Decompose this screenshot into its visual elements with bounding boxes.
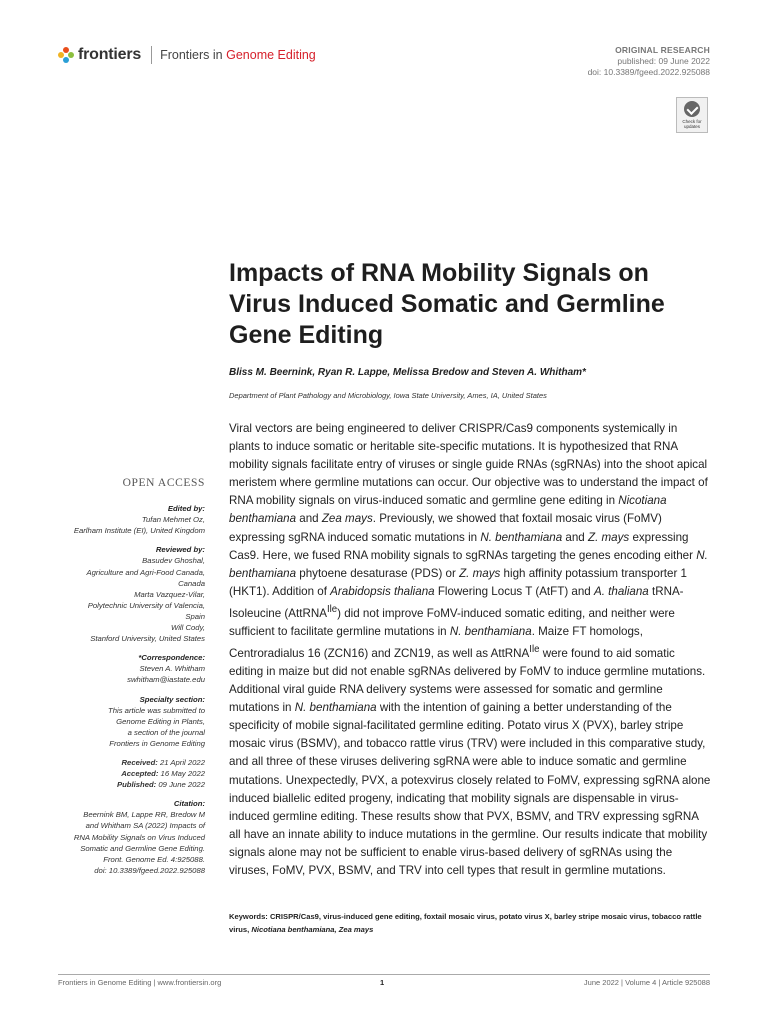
frontiers-logo-icon bbox=[58, 47, 74, 63]
specialty-line: a section of the journal bbox=[127, 727, 205, 737]
brand-name: frontiers bbox=[78, 46, 142, 63]
reviewer-line: Spain bbox=[185, 611, 205, 621]
received-date: Received: 21 April 2022 bbox=[121, 757, 205, 767]
editor-line: Tufan Mehmet Oz, bbox=[141, 515, 205, 525]
reviewer-line: Canada bbox=[178, 578, 205, 588]
dates-section bbox=[25, 757, 205, 790]
author-list[interactable]: Bliss M. Beernink, Ryan R. Lappe, Melissa Bredow and Steven A. Whitham* bbox=[229, 367, 586, 378]
citation-heading: Citation: bbox=[173, 799, 205, 809]
reviewed-by-section bbox=[25, 544, 205, 644]
citation-section bbox=[25, 798, 205, 876]
citation-line: doi: 10.3389/fgeed.2022.925088 bbox=[94, 865, 205, 875]
logo-divider bbox=[151, 46, 152, 64]
journal-title bbox=[160, 48, 316, 62]
article-meta bbox=[588, 45, 710, 78]
reviewer-line: Stanford University, United States bbox=[90, 634, 205, 644]
specialty-heading: Specialty section: bbox=[139, 694, 205, 704]
correspondence-email[interactable]: swhitham@iastate.edu bbox=[127, 675, 205, 685]
citation-line: Beernink BM, Lappe RR, Bredow M bbox=[83, 810, 205, 820]
journal-logo[interactable] bbox=[58, 46, 316, 64]
article-title: Impacts of RNA Mobility Signals on Virus Induced Somatic and Germline Gene Editing bbox=[229, 259, 665, 349]
footer-rule bbox=[58, 974, 710, 975]
specialty-line: Frontiers in Genome Editing bbox=[109, 738, 205, 748]
check-icon bbox=[684, 101, 700, 117]
citation-line: and Whitham SA (2022) Impacts of bbox=[85, 821, 205, 831]
keywords-label: Keywords: bbox=[229, 912, 268, 921]
article-type: ORIGINAL RESEARCH bbox=[615, 45, 710, 55]
reviewed-by-heading: Reviewed by: bbox=[155, 545, 205, 555]
check-for-updates-button[interactable] bbox=[676, 97, 708, 133]
correspondence-name: Steven A. Whitham bbox=[139, 664, 205, 674]
specialty-line: This article was submitted to bbox=[108, 705, 205, 715]
specialty-line: Genome Editing in Plants, bbox=[116, 716, 205, 726]
keywords-italic: Nicotiana benthamiana, Zea mays bbox=[251, 924, 374, 934]
footer-issue-info: June 2022 | Volume 4 | Article 925088 bbox=[583, 978, 710, 987]
affiliation: Department of Plant Pathology and Microbiology, Iowa State University, Ames, IA, United States bbox=[229, 391, 547, 400]
correspondence-heading: *Correspondence: bbox=[138, 653, 205, 663]
reviewer-line: Marta Vazquez-Vilar, bbox=[134, 589, 205, 599]
article-info-sidebar bbox=[25, 478, 205, 884]
correspondence-section bbox=[25, 652, 205, 685]
keywords-list: CRISPR/Cas9, virus-induced gene editing, foxtail mosaic virus, potato virus X, barley stripe mosaic virus, tobacco rattle virus, bbox=[229, 912, 702, 934]
abstract: Viral vectors are being engineered to deliver CRISPR/Cas9 components systemically in plants to induce somatic or heritable site-specific mutations. It is hypothesized that RNA mobility signals facilitate entry of viruses or single guide RNAs (sgRNAs) into the shoot apical meristem where germline mutations can occur. Our objective was to understand the impact of RNA mobility signals on virus-induced somatic and germline gene editing in Nicotiana benthamiana and Zea mays. Previously, we showed that foxtail mosaic virus (FoMV) expressing sgRNA induced somatic mutations in N. benthamiana and Z. mays expressing Cas9. Here, we fused RNA mobility signals to sgRNAs targeting the genes encoding either N. benthamiana phytoene desaturase (PDS) or Z. mays high affinity potassium transporter 1 (HKT1). Addition of Arabidopsis thaliana Flowering Locus T (AtFT) and A. thaliana tRNA-Isoleucine (AttRNA$^{Ile}$) did not improve FoMV-induced somatic editing, and neither were sufficient to facilitate germline mutations in N. benthamiana. Maize FT homologs, Centroradialus 16 (ZCN16) and ZCN19, as well as AttRNA$^{Ile}$ were found to aid somatic editing in maize but did not enable sgRNAs delivered by FoMV to induce germline mutations. Additional viral guide RNA delivery systems were assessed for somatic and germline mutations in N. benthamiana with the intention of gaining a better understanding of the specificity of mobile signal-facilitated germline editing. Potato virus X (PVX), barley stripe mosaic virus (BSMV), and tobacco rattle virus (TRV) were included in this comparative study, and all three of these viruses delivering sgRNA were able to induce somatic and germline mutations. Unexpectedly, PVX, a potexvirus closely related to FoMV, expressing sgRNA alone induced biallelic edited progeny, indicating that mobility signals are dispensable in virus-induced germline editing. These results show that PVX, BSMV, and TRV expressing sgRNA all have an innate ability to induce mutations in the germline. Our results indicate that mobility signals alone may not be sufficient to enable virus-based delivery of sgRNAs using the viruses, FoMV, PVX, BSMV, and TRV into cell types that result in germline mutations. bbox=[229, 422, 711, 877]
check-for-updates-label: Check for updates bbox=[682, 119, 702, 129]
page-number: 1 bbox=[380, 978, 385, 987]
edited-by-heading: Edited by: bbox=[167, 504, 205, 514]
open-access-label: OPEN ACCESS bbox=[122, 477, 205, 489]
citation-line: Somatic and Germline Gene Editing. bbox=[80, 843, 205, 853]
journal-prefix: Frontiers in bbox=[160, 48, 223, 62]
specialty-section bbox=[25, 694, 205, 749]
journal-name: Genome Editing bbox=[226, 48, 316, 62]
citation-line: Front. Genome Ed. 4:925088. bbox=[103, 854, 205, 864]
published-date: published: 09 June 2022 bbox=[617, 56, 710, 66]
reviewer-line: Agriculture and Agri-Food Canada, bbox=[86, 567, 205, 577]
keywords bbox=[229, 911, 711, 936]
reviewer-line: Polytechnic University of Valencia, bbox=[87, 600, 205, 610]
editor-line: Earlham Institute (EI), United Kingdom bbox=[73, 526, 205, 536]
reviewer-line: Will Cody, bbox=[171, 623, 205, 633]
footer-journal-link[interactable]: Frontiers in Genome Editing | www.frontiersin.org bbox=[58, 978, 222, 987]
edited-by-section bbox=[25, 503, 205, 536]
accepted-date: Accepted: 16 May 2022 bbox=[121, 769, 205, 779]
reviewer-line: Basudev Ghoshal, bbox=[142, 556, 205, 566]
citation-line: RNA Mobility Signals on Virus Induced bbox=[73, 832, 205, 842]
published-date-sidebar: Published: 09 June 2022 bbox=[116, 780, 205, 790]
doi[interactable]: doi: 10.3389/fgeed.2022.925088 bbox=[587, 67, 710, 77]
